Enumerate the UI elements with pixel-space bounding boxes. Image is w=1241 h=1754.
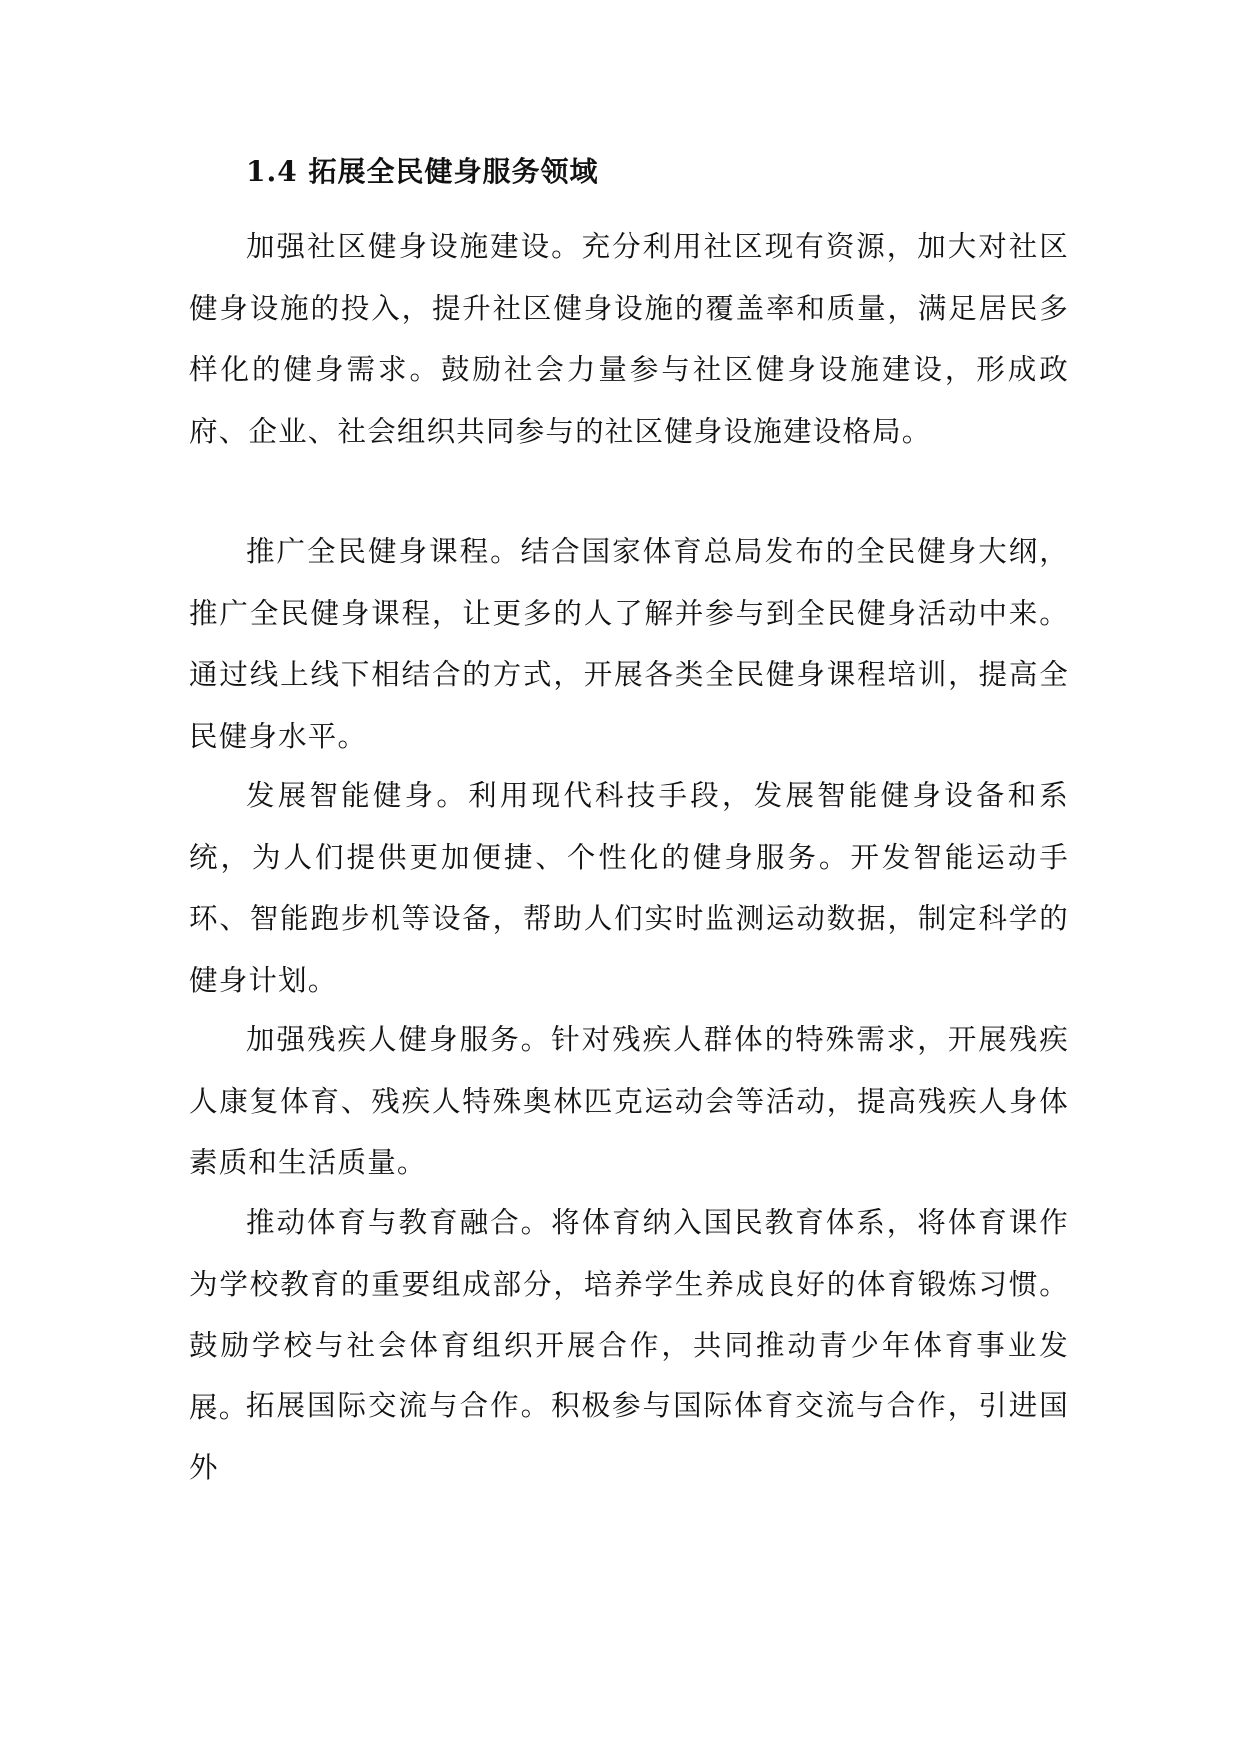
paragraph-disabled-fitness: 加强残疾人健身服务。针对残疾人群体的特殊需求，开展残疾人康复体育、残疾人特殊奥林匹克运动会等活动，提高残疾人身体素质和生活质量。	[189, 1023, 1069, 1179]
paragraph-fitness-courses: 推广全民健身课程。结合国家体育总局发布的全民健身大纲，推广全民健身课程，让更多的人了解并参与到全民健身活动中来。通过线上线下相结合的方式，开展各类全民健身课程培训，提高全民健身水平。	[189, 535, 1069, 753]
paragraph-international-exchange: 拓展国际交流与合作。积极参与国际体育交流与合作，引进国外	[189, 1389, 1069, 1484]
paragraph-community-facilities: 加强社区健身设施建设。充分利用社区现有资源，加大对社区健身设施的投入，提升社区健身设施的覆盖率和质量，满足居民多样化的健身需求。鼓励社会力量参与社区健身设施建设，形成政府、企业、社会组织共同参与的社区健身设施建设格局。	[189, 230, 1069, 448]
paragraph-sports-education: 推动体育与教育融合。将体育纳入国民教育体系，将体育课作为学校教育的重要组成部分，培养学生养成良好的体育锻炼习惯。鼓励学校与社会体育组织开展合作，共同推动青少年体育事业发展。	[189, 1206, 1069, 1424]
section-heading: 1.4 拓展全民健身服务领域	[246, 155, 599, 188]
paragraph-smart-fitness: 发展智能健身。利用现代科技手段，发展智能健身设备和系统，为人们提供更加便捷、个性化的健身服务。开发智能运动手环、智能跑步机等设备，帮助人们实时监测运动数据，制定科学的健身计划。	[189, 779, 1069, 997]
